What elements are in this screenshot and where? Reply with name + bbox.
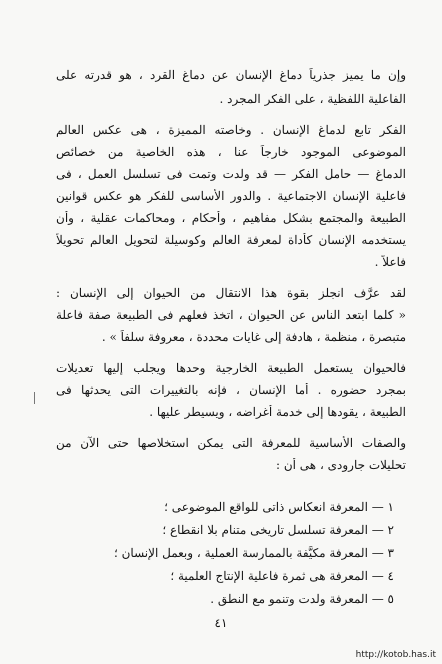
paragraph-1-line-2: الفاعلية اللفظية ، على الفكر المجرد . [219,92,406,106]
page-number: ٤١ [214,616,228,630]
paragraph-3-line-1: لقد عرَّف انجلز بقوة هذا الانتقال من الحيوان إلى الإنسان : [56,286,406,300]
paragraph-2-line-3: الدماغ — حامل الفكر — قد ولدت وتمت فى تسلسل العمل ، فى [56,167,406,181]
list-item-3: ٣ — المعرفة مكيَّفة بالممارسة العملية ، وبعمل الإنسان ؛ [113,546,394,560]
list-item-5: ٥ — المعرفة ولدت وتنمو مع النطق . [210,592,394,606]
paragraph-2-line-5: الطبيعة والمجتمع بشكل مفاهيم ، وأحكام ، ومحاكمات عقلية ، وأن [56,211,406,225]
paragraph-2-line-7: فاعلاً . [374,255,406,269]
paragraph-3-line-2: « كلما ابتعد الناس عن الحيوان ، اتخذ فعلهم فى الطبيعة صفة فاعلة [56,308,406,322]
paragraph-4-line-3: الطبيعة ، يقودها إلى خدمة أغراضه ، ويسيطر عليها . [149,405,406,419]
list-item-2: ٢ — المعرفة تسلسل تاريخى متنام بلا انقطاع ؛ [162,523,394,537]
paragraph-4-line-1: فالحيوان يستعمل الطبيعة الخارجية وحدها ويجلب إليها تعديلات [56,361,406,375]
list-item-4: ٤ — المعرفة هى ثمرة فاعلية الإنتاج العلمية ؛ [170,569,394,583]
paragraph-4-line-2: بمجرد حضوره . أما الإنسان ، فإنه بالتغييرات التى يحدثها فى [56,383,406,397]
footer-url: http://kotob.has.it [355,650,436,660]
paragraph-2-line-4: فاعلية الإنسان الاجتماعية . والدور الأساسى للفكر هو عكس قوانين [56,189,406,203]
paragraph-2-line-2: الموضوعى الموجود خارجاً عنا ، هذه الخاصية من خصائص [56,145,406,159]
paragraph-5-line-2: تحليلات جارودى ، هى أن : [275,458,406,472]
paragraph-1-line-1: وإن ما يميز جذرياً دماغ الإنسان عن دماغ القرد ، هو قدرته على [56,68,406,82]
paragraph-3-line-3: متبصرة ، منظمة ، هادفة إلى غايات محددة ، معروفة سلفاً » . [101,330,406,344]
margin-mark [34,392,41,404]
list-item-1: ١ — المعرفة انعكاس ذاتى للواقع الموضوعى ؛ [164,500,394,514]
paragraph-2-line-6: يستخدمه الإنسان كأداة لمعرفة العالم وكوسيلة لتحويل العالم تحويلاً [56,233,406,247]
paragraph-2-line-1: الفكر تابع لدماغ الإنسان . وخاصته المميزة ، هى عكس العالم [56,123,406,137]
paragraph-5-line-1: والصفات الأساسية للمعرفة التى يمكن استخلاصها حتى الآن من [56,436,406,450]
